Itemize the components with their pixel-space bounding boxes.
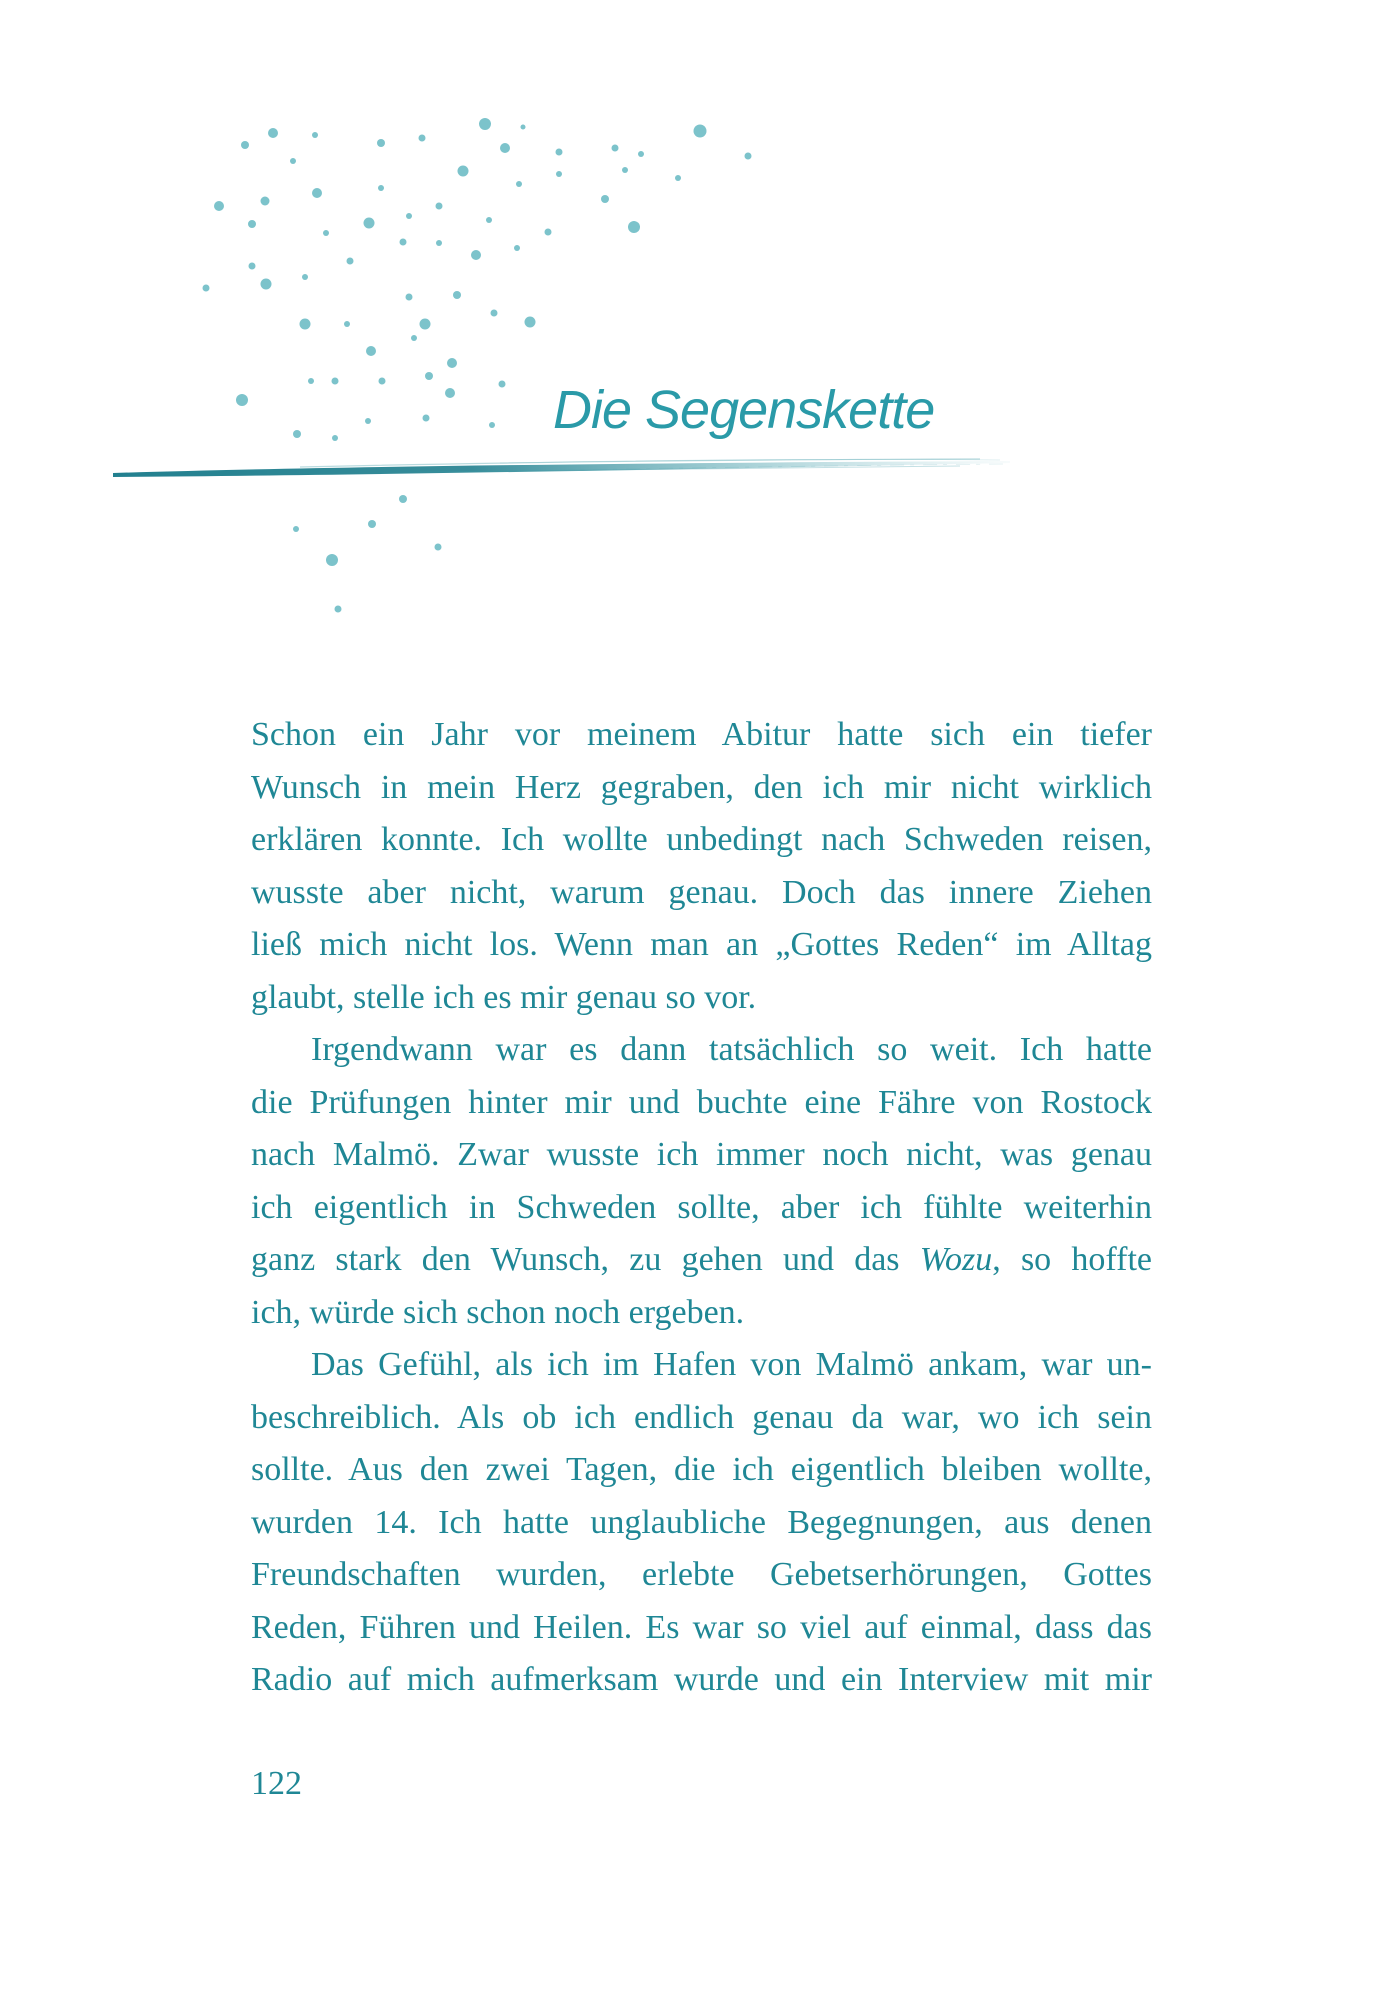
text-line: Irgendwann war es dann tatsächlich so weit. Ich hatte [311, 1031, 1152, 1068]
decor-dot [248, 220, 256, 228]
text-line: Freundschaften wurden, erlebte Gebetserhörungen, Gottes [251, 1556, 1152, 1593]
paragraph [251, 1339, 1152, 1707]
decor-dot [471, 250, 481, 260]
decor-dot [312, 188, 322, 198]
decor-dot [366, 346, 376, 356]
dot-cluster [203, 118, 752, 613]
chapter-ornament [0, 0, 1390, 640]
text-line: wurden 14. Ich hatte unglaubliche Begegnungen, aus denen [251, 1503, 1152, 1541]
decor-dot [332, 378, 339, 385]
decor-dot [364, 218, 375, 229]
paragraph [251, 1024, 1152, 1339]
decor-dot [479, 118, 491, 130]
decor-dot [293, 526, 299, 532]
decor-dot [491, 310, 498, 317]
text-line: wusste aber nicht, warum genau. Doch das innere Ziehen [251, 873, 1152, 911]
decor-dot [545, 229, 552, 236]
decor-dot [378, 185, 384, 191]
text-line: Das Gefühl, als ich im Hafen von Malmö ankam, war un- [311, 1346, 1152, 1383]
decor-dot [268, 128, 278, 138]
decor-dot [525, 317, 536, 328]
decor-dot [236, 394, 248, 406]
decor-dot [436, 240, 442, 246]
decor-dot [300, 319, 311, 330]
decor-dot [323, 230, 329, 236]
text-line: Radio auf mich aufmerksam wurde und ein Interview mit mir [251, 1661, 1152, 1698]
decor-dot [377, 139, 385, 147]
text-line: glaubt, stelle ich es mir genau so vor. [251, 978, 757, 1016]
decor-dot [675, 175, 681, 181]
decor-dot [406, 294, 413, 301]
text-segment: ganz stark den Wunsch, zu gehen und das [251, 1241, 920, 1278]
decor-dot [411, 335, 417, 341]
decor-dot [290, 158, 296, 164]
text-line: ich, würde sich schon noch ergeben. [251, 1293, 745, 1331]
decor-dot [344, 321, 350, 327]
decor-dot [312, 132, 318, 138]
decor-dot [419, 135, 426, 142]
decor-dot [622, 167, 628, 173]
decor-dot [379, 378, 386, 385]
decor-dot [400, 239, 407, 246]
decor-dot [214, 201, 224, 211]
decor-dot [326, 554, 338, 566]
decor-dot [499, 381, 506, 388]
decor-dot [203, 285, 210, 292]
text-line: nach Malmö. Zwar wusste ich immer noch nicht, was genau [251, 1136, 1152, 1173]
decor-dot [249, 263, 256, 270]
decor-dot [420, 319, 431, 330]
text-line: ich eigentlich in Schweden sollte, aber ich fühlte weiterhin [251, 1188, 1152, 1226]
body-text [251, 709, 1152, 1707]
text-line: Wunsch in mein Herz gegraben, den ich mir nicht wirklich [251, 768, 1152, 806]
text-line: sollte. Aus den zwei Tagen, die ich eigentlich bleiben wollte, [251, 1451, 1152, 1488]
decor-dot [447, 358, 457, 368]
decor-dot [628, 221, 640, 233]
decor-dot [347, 258, 354, 265]
decor-dot [453, 291, 461, 299]
brush-stroke [113, 461, 1010, 477]
decor-dot [332, 435, 338, 441]
decor-dot [423, 415, 430, 422]
decor-dot [399, 495, 407, 503]
decor-dot [486, 217, 492, 223]
emphasized-word: Wozu [919, 1241, 993, 1278]
decor-dot [261, 197, 270, 206]
brush-stroke-group [113, 459, 1010, 477]
text-line: beschreiblich. Als ob ich endlich genau da war, wo ich sein [251, 1398, 1152, 1436]
decor-dot [435, 544, 442, 551]
decor-dot [638, 151, 644, 157]
page-number: 122 [251, 1765, 302, 1802]
decor-dot [335, 606, 342, 613]
decor-dot [368, 520, 376, 528]
decor-dot [241, 141, 249, 149]
text-line [251, 1234, 1152, 1287]
decor-dot [500, 143, 510, 153]
text-line: die Prüfungen hinter mir und buchte eine Fähre von Rostock [251, 1083, 1152, 1121]
decor-dot [489, 422, 495, 428]
text-line: erklären konnte. Ich wollte unbedingt nach Schweden reisen, [251, 821, 1152, 858]
decor-dot [458, 166, 469, 177]
decor-dot [293, 430, 301, 438]
decor-dot [521, 125, 526, 130]
decor-dot [612, 145, 619, 152]
text-line: Schon ein Jahr vor meinem Abitur hatte sich ein tiefer [251, 716, 1152, 753]
decor-dot [445, 388, 455, 398]
decor-dot [694, 125, 707, 138]
decor-dot [406, 213, 412, 219]
decor-dot [556, 149, 563, 156]
text-line: Reden, Führen und Heilen. Es war so viel auf einmal, dass das [251, 1608, 1152, 1646]
text-segment: , so hoffte [992, 1241, 1152, 1278]
decor-dot [261, 279, 272, 290]
decor-dot [425, 372, 433, 380]
chapter-title: Die Segenskette [553, 380, 935, 440]
decor-dot [516, 181, 522, 187]
decor-dot [436, 203, 443, 210]
decor-dot [365, 418, 371, 424]
decor-dot [601, 195, 609, 203]
decor-dot [556, 171, 562, 177]
text-line: ließ mich nicht los. Wenn man an „Gottes Reden“ im Alltag [251, 926, 1152, 963]
decor-dot [745, 153, 752, 160]
decor-dot [514, 245, 520, 251]
paragraph [251, 709, 1152, 1024]
decor-dot [302, 274, 308, 280]
decor-dot [308, 378, 314, 384]
